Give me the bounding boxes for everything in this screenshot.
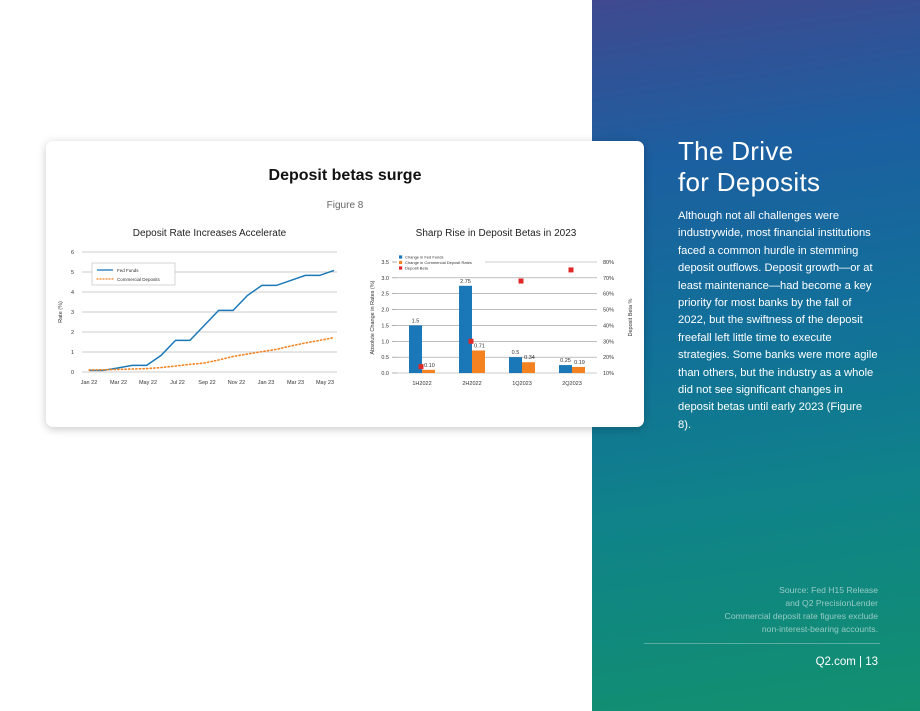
legend-label: Change in Commercial Deposit Rates: [405, 259, 472, 265]
x-tick-label: May 23: [315, 380, 335, 386]
deposit-beta-marker: [469, 339, 474, 344]
y2-tick-label: 20%: [603, 355, 615, 362]
legend-label: Change in Fed Funds: [405, 254, 444, 260]
bar-commercial-deposits: [472, 350, 485, 373]
y2-tick-label: 50%: [603, 307, 615, 314]
x-tick-label: May 22: [138, 380, 158, 386]
deposit-beta-marker: [419, 364, 424, 369]
data-label: 2.75: [460, 278, 471, 285]
y-tick-label: 5: [70, 270, 74, 276]
data-label: 0.34: [524, 355, 535, 362]
page-number: Q2.com | 13: [815, 656, 878, 668]
legend-label: Fed Funds: [117, 267, 139, 273]
line-chart-title: Deposit Rate Increases Accelerate: [132, 228, 287, 239]
legend-swatch: [399, 261, 402, 264]
data-label: 0.5: [511, 350, 520, 357]
bar-commercial-deposits: [422, 370, 435, 373]
x-tick-label: Nov 22: [227, 380, 246, 386]
source-line: Commercial deposit rate figures exclude: [724, 611, 878, 621]
data-label: 0.71: [474, 343, 485, 350]
y2-tick-label: 60%: [603, 291, 615, 298]
y-axis-label: Rate (%): [58, 301, 64, 323]
data-label: 1.5: [411, 318, 420, 325]
x-tick-label: 1Q2023: [512, 381, 532, 387]
legend-swatch: [399, 266, 402, 269]
y-tick-label: 2.5: [381, 291, 389, 298]
y2-axis-label: Deposit Beta %: [628, 298, 634, 337]
data-label: 0.25: [560, 358, 571, 365]
data-label: 0.10: [424, 362, 435, 369]
source-line: non-interest-bearing accounts.: [761, 624, 878, 634]
figure-subtitle: Figure 8: [326, 200, 364, 211]
legend-label: Commercial Deposits: [117, 276, 160, 282]
y-tick-label: 1: [70, 350, 74, 356]
y-tick-label: 1.0: [381, 339, 389, 346]
y-tick-label: 0: [70, 370, 74, 376]
y-tick-label: 3.0: [381, 275, 389, 282]
y-tick-label: 0.5: [381, 355, 389, 362]
x-tick-label: Sep 22: [198, 380, 216, 386]
bar-fed-funds: [459, 286, 472, 373]
y-tick-label: 6: [70, 250, 74, 256]
legend-swatch: [399, 255, 402, 258]
bar-fed-funds: [559, 365, 572, 373]
x-tick-label: Mar 23: [286, 380, 305, 386]
y-axis-label: Absolute Change in Rates (%): [370, 280, 376, 355]
y-tick-label: 2.0: [381, 307, 389, 314]
section-body: Although not all challenges were industrywide, most financial institutions faced a common hurdle in stemming deposit outflows. Deposit growth—or at least maintenance—had become a key priority for most banks by the fall of 2022, but the swiftness of the deposit freefall left little time to execute strategies. Some banks were more agile than others, but the industry as a whole did not see significant changes in deposit betas until early 2023 (Figure 8).: [678, 210, 878, 431]
y-tick-label: 0.0: [381, 371, 389, 377]
y2-tick-label: 80%: [603, 260, 615, 266]
x-tick-label: Jul 22: [170, 380, 185, 386]
x-tick-label: Jan 22: [80, 380, 98, 386]
source-line: Source: Fed H15 Release: [779, 585, 878, 595]
section-title-line-1: The Drive: [678, 136, 794, 166]
source-line: and Q2 PrecisionLender: [785, 598, 878, 608]
bar-commercial-deposits: [572, 367, 585, 373]
y2-tick-label: 10%: [603, 371, 615, 377]
x-tick-label: 2H2022: [462, 381, 482, 387]
y-tick-label: 4: [70, 290, 74, 296]
y2-tick-label: 40%: [603, 323, 615, 330]
x-tick-label: 2Q2023: [562, 381, 582, 387]
y2-tick-label: 30%: [603, 339, 615, 346]
y-tick-label: 2: [70, 330, 74, 336]
deposit-beta-marker: [519, 279, 524, 284]
bar-fed-funds: [509, 357, 522, 373]
bar-chart-title: Sharp Rise in Deposit Betas in 2023: [415, 228, 577, 239]
y2-tick-label: 70%: [603, 275, 615, 282]
figure-title: Deposit betas surge: [268, 167, 422, 184]
x-tick-label: Jan 23: [257, 380, 275, 386]
x-tick-label: Mar 22: [109, 380, 128, 386]
x-tick-label: 1H2022: [412, 381, 432, 387]
data-label: 0.19: [574, 359, 585, 366]
y-tick-label: 1.5: [381, 323, 389, 330]
legend-label: Deposit Beta: [405, 265, 428, 271]
y-tick-label: 3: [70, 310, 74, 316]
y-tick-label: 3.5: [381, 260, 389, 266]
bar-commercial-deposits: [522, 362, 535, 373]
section-title-line-2: for Deposits: [678, 167, 821, 197]
deposit-beta-marker: [569, 267, 574, 272]
